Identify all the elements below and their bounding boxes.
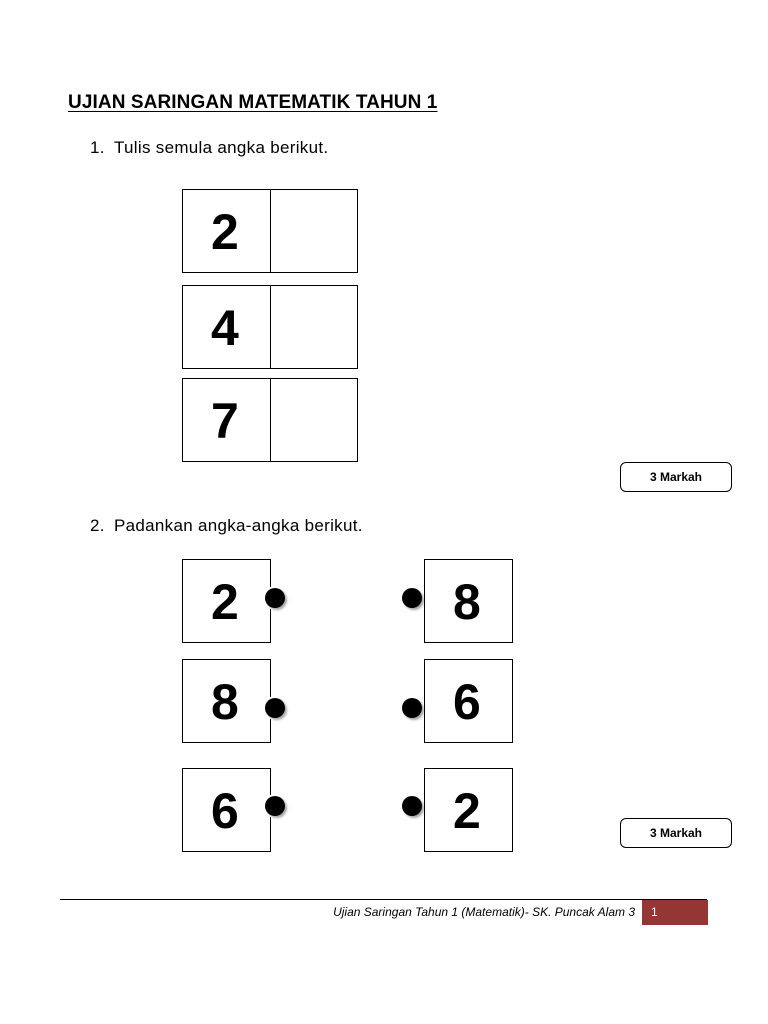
q2-left-digit-3: 6 bbox=[211, 783, 239, 839]
page-number-badge: 1 bbox=[642, 900, 708, 925]
q1-answer-box-1[interactable] bbox=[270, 189, 358, 273]
q2-left-match-dot-3[interactable] bbox=[265, 796, 285, 816]
question-2-number: 2. bbox=[90, 516, 105, 535]
q2-left-digit-2: 8 bbox=[211, 674, 239, 730]
question-1-number: 1. bbox=[90, 138, 105, 157]
q1-digit-3: 7 bbox=[211, 393, 239, 449]
q2-left-box-2 bbox=[182, 659, 271, 743]
question-2-prompt bbox=[90, 516, 363, 536]
question-1-text: Tulis semula angka berikut. bbox=[114, 138, 329, 157]
q1-digit-2: 4 bbox=[211, 300, 239, 356]
q2-right-digit-2: 6 bbox=[453, 674, 481, 730]
q1-marks-badge: 3 Markah bbox=[620, 462, 732, 492]
footer-divider bbox=[60, 899, 707, 900]
question-1-prompt bbox=[90, 138, 328, 158]
q2-left-box-1 bbox=[182, 559, 271, 643]
q2-left-match-dot-1[interactable] bbox=[265, 588, 285, 608]
q2-right-match-dot-3[interactable] bbox=[402, 796, 422, 816]
q2-marks-badge: 3 Markah bbox=[620, 818, 732, 848]
question-2-text: Padankan angka-angka berikut. bbox=[114, 516, 363, 535]
q2-right-box-2 bbox=[424, 659, 513, 743]
page-title: UJIAN SARINGAN MATEMATIK TAHUN 1 bbox=[68, 92, 438, 113]
q1-answer-box-3[interactable] bbox=[270, 378, 358, 462]
q2-left-digit-1: 2 bbox=[211, 574, 239, 630]
q2-right-match-dot-2[interactable] bbox=[402, 698, 422, 718]
q1-digit-1: 2 bbox=[211, 204, 239, 260]
q2-right-match-dot-1[interactable] bbox=[402, 588, 422, 608]
q2-right-digit-3: 2 bbox=[453, 783, 481, 839]
q2-left-match-dot-2[interactable] bbox=[265, 698, 285, 718]
q2-left-box-3 bbox=[182, 768, 271, 852]
q2-right-box-1 bbox=[424, 559, 513, 643]
footer-text: Ujian Saringan Tahun 1 (Matematik)- SK. Puncak Alam 3 bbox=[333, 905, 635, 919]
q1-answer-box-2[interactable] bbox=[270, 285, 358, 369]
q2-right-box-3 bbox=[424, 768, 513, 852]
q2-right-digit-1: 8 bbox=[453, 574, 481, 630]
